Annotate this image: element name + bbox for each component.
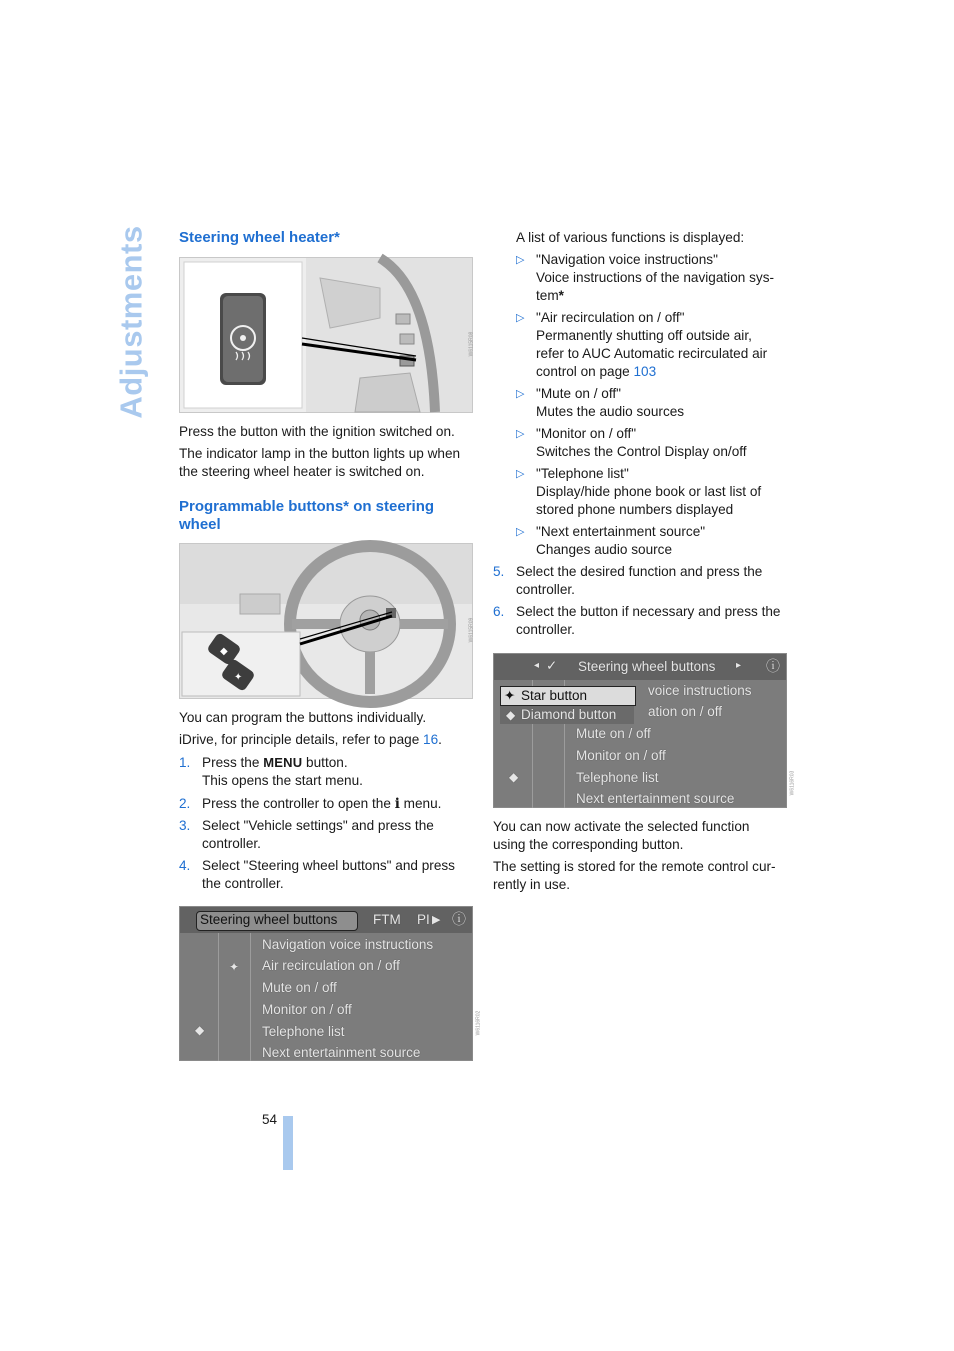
menu-item-1[interactable]: Air recirculation on / off xyxy=(262,958,400,973)
display-screen-right xyxy=(493,653,787,808)
steps-list-left xyxy=(179,754,473,893)
programmable-paragraph-2: iDrive, for principle details, refer to page 16. xyxy=(179,732,442,747)
programmable-figure xyxy=(179,543,473,699)
programmable-heading-b: wheel xyxy=(179,516,221,533)
step-3: 3. Select "Vehicle settings" and press the controller. xyxy=(179,818,434,851)
menu-item-3[interactable]: Monitor on / off xyxy=(576,748,666,763)
step-1: 1. Press the MENU button. This opens the start menu. xyxy=(179,755,363,788)
page-marker-bar xyxy=(283,1116,293,1170)
menu-item-4[interactable]: Telephone list xyxy=(576,770,659,785)
menu-item-2[interactable]: Mute on / off xyxy=(262,980,337,995)
svg-text:✦: ✦ xyxy=(234,672,243,683)
svg-text:◆: ◆ xyxy=(220,646,228,657)
menu-button-label: MENU xyxy=(263,755,303,770)
info-icon[interactable]: ⓘ xyxy=(452,911,466,927)
star-icon: ✦ xyxy=(504,688,516,703)
arrow-bullet-icon: ▷ xyxy=(516,468,525,480)
function-item-1: ▷ "Air recirculation on / off" Permanently shutting off outside air, refer to AUC Automatic recirculated air control on page 103 xyxy=(516,310,768,379)
tab-steering-wheel-buttons[interactable]: Steering wheel buttons xyxy=(200,912,338,927)
chapter-title: Adjustments xyxy=(114,225,149,419)
function-item-5: ▷ "Next entertainment source" Changes audio source xyxy=(516,524,706,557)
screen-divider xyxy=(250,933,251,1061)
heater-paragraph-2b: the steering wheel heater is switched on. xyxy=(179,464,425,479)
figure-code: W6116R03 xyxy=(789,770,796,796)
function-list xyxy=(493,251,789,559)
right-paragraph-2a: The setting is stored for the remote control cur- xyxy=(493,859,776,874)
right-paragraph-1b: using the corresponding button. xyxy=(493,837,684,852)
function-item-3: ▷ "Monitor on / off" Switches the Control Display on/off xyxy=(516,426,747,459)
tab-pi[interactable]: PI xyxy=(417,912,430,927)
screen-title: Steering wheel buttons xyxy=(578,659,716,674)
diamond-icon: ◆ xyxy=(509,770,519,784)
function-item-4: ▷ "Telephone list" Display/hide phone book or last list of stored phone numbers displayed xyxy=(516,466,762,517)
left-column xyxy=(179,229,473,1061)
figure-code: W6115R08 xyxy=(468,331,475,357)
page-link-103[interactable]: 103 xyxy=(633,364,657,379)
arrow-right-icon: ▸ xyxy=(736,660,742,671)
tab-ftm[interactable]: FTM xyxy=(373,912,401,927)
menu-item-0[interactable]: voice instructions xyxy=(648,683,752,698)
menu-item-2[interactable]: Mute on / off xyxy=(576,726,651,741)
programmable-paragraph-1: You can program the buttons individually. xyxy=(179,710,427,725)
step-4: 4. Select "Steering wheel buttons" and press the controller. xyxy=(179,858,455,891)
menu-item-3[interactable]: Monitor on / off xyxy=(262,1002,352,1017)
check-car-icon: ✓ xyxy=(546,658,558,673)
display-screen-left xyxy=(179,906,473,1061)
diamond-icon: ◆ xyxy=(506,708,516,722)
heater-illustration xyxy=(180,258,472,412)
page-link-16[interactable]: 16 xyxy=(423,732,439,747)
screen-divider xyxy=(218,933,219,1061)
menu-item-0[interactable]: Navigation voice instructions xyxy=(262,937,434,952)
arrow-right-icon: ▶ xyxy=(432,914,441,926)
arrow-bullet-icon: ▷ xyxy=(516,254,525,266)
right-intro: A list of various functions is displayed: xyxy=(516,230,745,245)
info-icon[interactable]: ⓘ xyxy=(766,658,780,674)
star-icon: ✦ xyxy=(229,960,240,974)
diamond-icon: ◆ xyxy=(195,1023,205,1037)
diamond-button-option[interactable]: Diamond button xyxy=(521,707,617,722)
arrow-bullet-icon: ▷ xyxy=(516,388,525,400)
info-icon: i xyxy=(394,796,400,812)
steps-list-right xyxy=(493,563,789,639)
right-paragraph-2b: rently in use. xyxy=(493,877,571,892)
heater-figure xyxy=(179,257,473,413)
menu-item-5[interactable]: Next entertainment source xyxy=(262,1045,421,1060)
step-2: 2. Press the controller to open the i menu. xyxy=(179,796,442,812)
steering-wheel-illustration xyxy=(180,544,472,698)
page-number: 54 xyxy=(262,1112,278,1127)
step-6: 6. Select the button if necessary and press the controller. xyxy=(493,604,781,637)
programmable-heading-a: Programmable buttons* on steering xyxy=(179,498,435,515)
right-paragraph-1a: You can now activate the selected function xyxy=(493,819,750,834)
arrow-bullet-icon: ▷ xyxy=(516,312,525,324)
star-button-option[interactable]: Star button xyxy=(521,688,588,703)
function-item-0: ▷ "Navigation voice instructions" Voice instructions of the navigation sys- tem* xyxy=(516,252,775,303)
chapter-side-tab xyxy=(112,225,152,419)
figure-code: W6116R02 xyxy=(475,1010,482,1036)
menu-item-4[interactable]: Telephone list xyxy=(262,1024,345,1039)
function-item-2: ▷ "Mute on / off" Mutes the audio sources xyxy=(516,386,685,419)
heater-heading: Steering wheel heater* xyxy=(179,229,340,246)
right-column xyxy=(493,229,789,894)
heater-paragraph-1: Press the button with the ignition switched on. xyxy=(179,424,455,439)
arrow-bullet-icon: ▷ xyxy=(516,526,525,538)
arrow-bullet-icon: ▷ xyxy=(516,428,525,440)
menu-item-1[interactable]: ation on / off xyxy=(648,704,723,719)
step-5: 5. Select the desired function and press the controller. xyxy=(493,564,763,597)
heater-paragraph-2a: The indicator lamp in the button lights up when xyxy=(179,446,461,461)
arrow-left-icon: ◂ xyxy=(534,660,540,671)
figure-code: W6115R09 xyxy=(468,617,475,643)
menu-item-5[interactable]: Next entertainment source xyxy=(576,791,735,806)
